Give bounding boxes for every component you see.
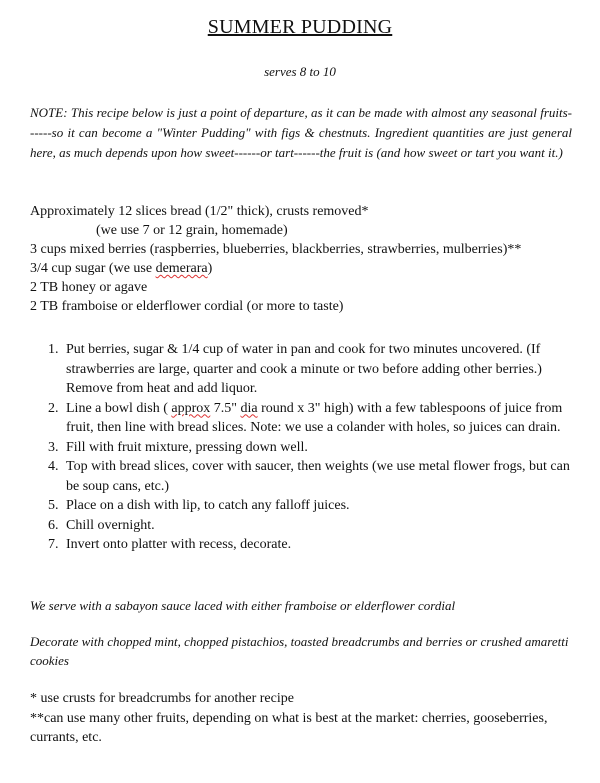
- ingredients-list: [30, 202, 590, 316]
- steps-list: [40, 340, 580, 555]
- footnotes: [30, 689, 590, 748]
- spellcheck-word: approx: [171, 400, 211, 416]
- step-number: 5.: [48, 498, 59, 513]
- ingredient-bread-note: (we use 7 or 12 grain, homemade): [96, 223, 288, 238]
- footnote-crusts: * use crusts for breadcrumbs for another recipe: [30, 691, 294, 706]
- step-item: [40, 399, 580, 438]
- step-item: [40, 457, 580, 496]
- step-text-part: 7.5": [210, 400, 241, 416]
- step-number: 3.: [48, 439, 59, 455]
- step-text: Invert onto platter with recess, decorate.: [66, 537, 292, 552]
- footnote-fruits: **can use many other fruits, depending on what is best at the market: cherries, gooseberries, currants, etc.: [30, 710, 548, 745]
- step-item: [40, 496, 580, 516]
- decorating-note: Decorate with chopped mint, chopped pistachios, toasted breadcrumbs and berries or crushed amaretti cookies: [30, 634, 569, 668]
- step-text: [66, 401, 562, 436]
- ingredient-sugar-close: ): [207, 261, 213, 276]
- ingredient-framboise: 2 TB framboise or elderflower cordial (or more to taste): [30, 299, 344, 314]
- spellcheck-word: dia: [240, 400, 258, 416]
- step-text: Fill with fruit mixture, pressing down well.: [66, 439, 308, 455]
- step-number: 6.: [48, 517, 59, 533]
- step-text: Put berries, sugar & 1/4 cup of water in pan and cook for two minutes uncovered. (If strawberries are large, quarter and cook a minute or two before adding other berries.) Remove from heat and add liquor.: [66, 342, 542, 396]
- step-item: [40, 516, 580, 536]
- page-title: SUMMER PUDDING: [207, 16, 393, 38]
- recipe-note: NOTE: This recipe below is just a point of departure, as it can be made with almost any seasonal fruits------so it can become a "Winter Pudding" with figs & chestnuts. Ingredient quantities are just general here, as much depends upon how sweet------or tart------the fruit is (and how sweet or tart you want it.): [30, 105, 572, 160]
- step-text: Place on a dish with lip, to catch any falloff juices.: [66, 498, 350, 513]
- serves-line: serves 8 to 10: [264, 64, 336, 79]
- ingredient-honey: 2 TB honey or agave: [30, 280, 148, 295]
- spellcheck-word: demerara: [155, 261, 208, 276]
- step-item: [40, 340, 580, 399]
- step-text: Chill overnight.: [66, 517, 155, 533]
- step-text: Top with bread slices, cover with saucer, then weights (we use metal flower frogs, but can be soup cans, etc.): [66, 459, 570, 494]
- step-item: [40, 535, 580, 555]
- step-number: 7.: [48, 537, 59, 552]
- ingredient-berries: 3 cups mixed berries (raspberries, blueberries, blackberries, strawberries, mulberries)**: [30, 242, 522, 257]
- serving-note: We serve with a sabayon sauce laced with either framboise or elderflower cordial: [30, 598, 456, 613]
- step-text-part: round x 3" high) with a few tablespoons of juice from fruit, then line with bread slices. Note: we use a colander with holes, so juices can drain.: [66, 400, 563, 435]
- ingredient-sugar: [30, 259, 590, 278]
- step-item: [40, 438, 580, 458]
- step-text-part: Line a bowl dish (: [66, 400, 172, 416]
- step-number: 1.: [48, 342, 59, 357]
- ingredient-bread: Approximately 12 slices bread (1/2" thick), crusts removed*: [30, 204, 369, 219]
- step-number: 2.: [48, 400, 59, 416]
- step-number: 4.: [48, 459, 59, 474]
- ingredient-sugar-text: 3/4 cup sugar (we use: [30, 261, 156, 276]
